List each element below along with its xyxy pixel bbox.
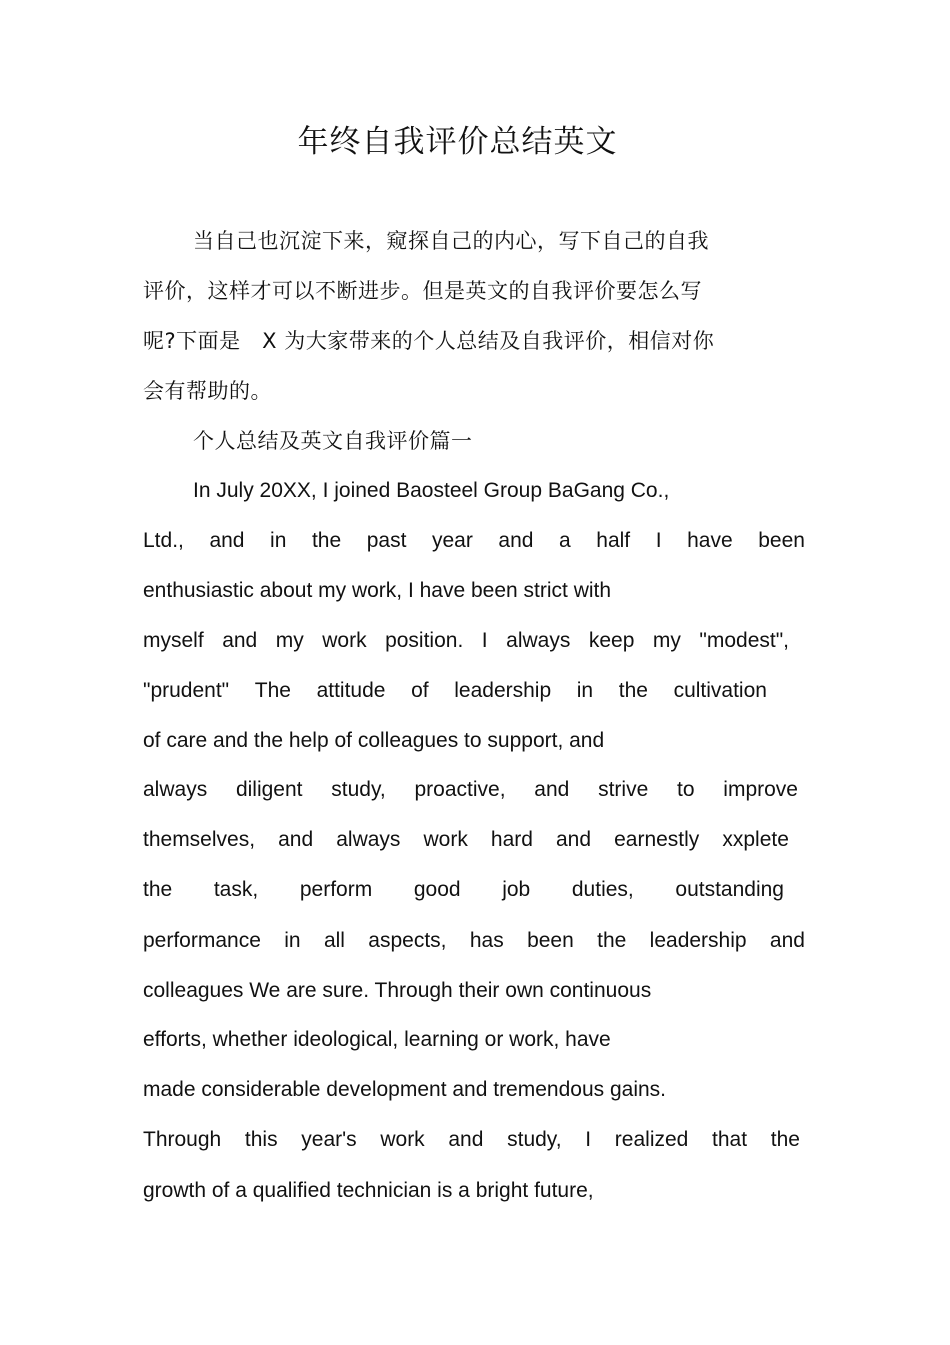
intro-line-2: 评价，这样才可以不断进步。但是英文的自我评价要怎么写	[143, 279, 702, 303]
word: I	[481, 629, 488, 652]
body-line-12: efforts, whether ideological, learning or work, have	[143, 1028, 611, 1051]
word: and	[498, 529, 534, 552]
word: task,	[213, 878, 259, 901]
word: position.	[385, 629, 464, 652]
word: always	[336, 828, 401, 851]
body-line-8	[143, 825, 789, 855]
body-line-10	[143, 926, 805, 956]
word: in	[284, 929, 301, 952]
word: "modest",	[699, 629, 789, 652]
word: cultivation	[673, 679, 767, 702]
word: realized	[614, 1128, 689, 1151]
word: I	[655, 529, 662, 552]
body-line-9	[143, 875, 784, 905]
word: the	[143, 878, 173, 901]
body-line-3: enthusiastic about my work, I have been strict with	[143, 579, 612, 602]
word: been	[758, 529, 805, 552]
word: and	[209, 529, 245, 552]
word: and	[555, 828, 592, 851]
word: attitude	[316, 679, 386, 702]
word: earnestly	[614, 828, 700, 851]
word: themselves,	[143, 828, 256, 851]
body-line-7	[143, 775, 798, 805]
word: to	[677, 778, 695, 801]
word: strive	[598, 778, 649, 801]
word: and	[769, 929, 805, 952]
word: proactive,	[414, 778, 506, 801]
word: have	[687, 529, 733, 552]
body-line-14	[143, 1125, 800, 1155]
body-line-5	[143, 676, 767, 706]
word: always	[143, 778, 208, 801]
intro-line-4: 会有帮助的。	[143, 379, 272, 403]
word: study,	[331, 778, 386, 801]
word: and	[534, 778, 570, 801]
word: improve	[723, 778, 798, 801]
word: work	[423, 828, 468, 851]
section-heading: 个人总结及英文自我评价篇一	[193, 429, 473, 453]
word: leadership	[454, 679, 552, 702]
word: my	[652, 629, 681, 652]
word: The	[254, 679, 291, 702]
word: "prudent"	[143, 679, 230, 702]
word: good	[413, 878, 461, 901]
word: work	[380, 1128, 425, 1151]
body-line-6: of care and the help of colleagues to support, and	[143, 729, 605, 752]
word: and	[278, 828, 314, 851]
word: study,	[507, 1128, 562, 1151]
word: aspects,	[368, 929, 447, 952]
word: the	[770, 1128, 800, 1151]
body-line-11: colleagues We are sure. Through their own continuous	[143, 979, 652, 1002]
word: my	[275, 629, 304, 652]
word: hard	[490, 828, 533, 851]
word: that	[712, 1128, 748, 1151]
word: all	[323, 929, 345, 952]
word: Through	[143, 1128, 222, 1151]
word: and	[448, 1128, 484, 1151]
word: leadership	[649, 929, 747, 952]
word: duties,	[571, 878, 634, 901]
word: Ltd.,	[143, 529, 184, 552]
word: has	[469, 929, 504, 952]
word: performance	[143, 929, 261, 952]
word: been	[527, 929, 574, 952]
word: half	[596, 529, 631, 552]
intro-line-3: 呢?下面是 X 为大家带来的个人总结及自我评价，相信对你	[143, 329, 715, 353]
word: and	[222, 629, 258, 652]
word: a	[559, 529, 571, 552]
word: in	[270, 529, 287, 552]
body-line-4	[143, 626, 789, 656]
body-line-15: growth of a qualified technician is a bright future,	[143, 1179, 594, 1202]
word: this	[244, 1128, 278, 1151]
word: job	[502, 878, 531, 901]
word: work	[322, 629, 367, 652]
word: diligent	[235, 778, 303, 801]
word: in	[576, 679, 594, 702]
body-line-13: made considerable development and tremendous gains.	[143, 1078, 667, 1101]
word: perform	[299, 878, 373, 901]
word: always	[506, 629, 571, 652]
word: of	[411, 679, 429, 702]
body-line-2	[143, 526, 805, 556]
word: past	[366, 529, 407, 552]
word: xxplete	[722, 828, 789, 851]
document-title: 年终自我评价总结英文	[297, 124, 618, 160]
word: I	[585, 1128, 592, 1151]
word: the	[597, 929, 627, 952]
word: myself	[143, 629, 204, 652]
word: year's	[301, 1128, 357, 1151]
body-line-1: In July 20XX, I joined Baosteel Group BaGang Co.,	[193, 479, 670, 502]
word: outstanding	[675, 878, 784, 901]
word: keep	[588, 629, 635, 652]
intro-line-1: 当自己也沉淀下来，窥探自己的内心，写下自己的自我	[193, 229, 709, 253]
word: the	[618, 679, 648, 702]
word: year	[432, 529, 473, 552]
word: the	[311, 529, 342, 552]
